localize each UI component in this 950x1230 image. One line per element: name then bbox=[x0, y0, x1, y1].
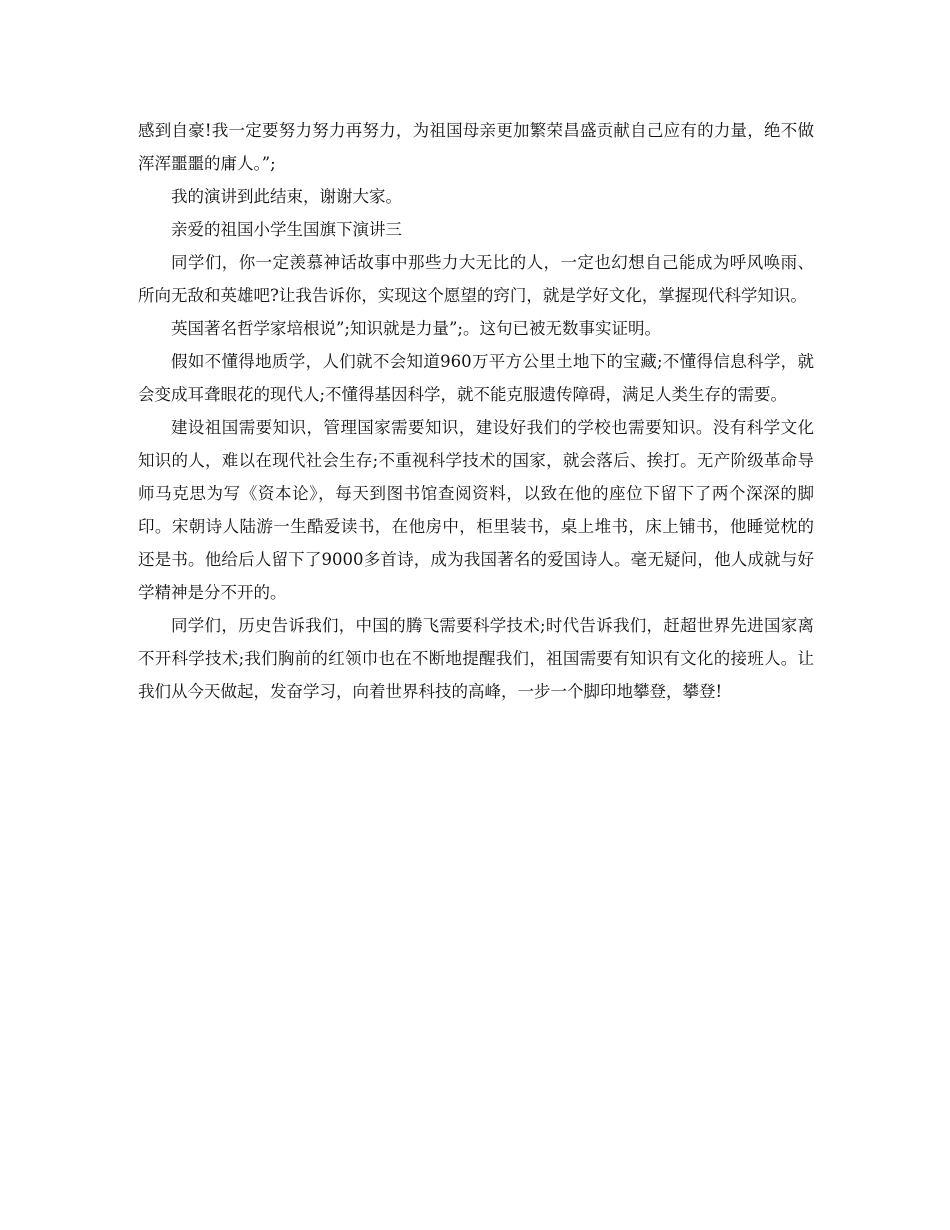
document-body bbox=[138, 114, 814, 708]
paragraph-closing: 我的演讲到此结束，谢谢大家。 bbox=[171, 187, 402, 206]
paragraph: 同学们，历史告诉我们，中国的腾飞需要科学技术;时代告诉我们，赶超世界先进国家离不开科学技术;我们胸前的红领巾也在不断地提醒我们，祖国需要有知识有文化的接班人。让我们从今天做起，发奋学习，向着世界科技的高峰，一步一个脚印地攀登，攀登! bbox=[138, 616, 814, 701]
paragraph: 英国著名哲学家培根说”;知识就是力量”;。这句已被无数事实证明。 bbox=[171, 319, 661, 338]
paragraph: 假如不懂得地质学，人们就不会知道960万平方公里土地下的宝藏;不懂得信息科学，就会变成耳聋眼花的现代人;不懂得基因科学，就不能克服遗传障碍，满足人类生存的需要。 bbox=[138, 352, 814, 404]
paragraph-continued: 感到自豪!我一定要努力努力再努力，为祖国母亲更加繁荣昌盛贡献自己应有的力量，绝不做浑浑噩噩的庸人。”; bbox=[138, 121, 814, 173]
paragraph: 建设祖国需要知识，管理国家需要知识，建设好我们的学校也需要知识。没有科学文化知识的人，难以在现代社会生存;不重视科学技术的国家，就会落后、挨打。无产阶级革命导师马克思为写《资本论》，每天到图书馆查阅资料，以致在他的座位下留下了两个深深的脚印。宋朝诗人陆游一生酷爱读书，在他房中，柜里装书，桌上堆书，床上铺书，他睡觉枕的还是书。他给后人留下了9000多首诗，成为我国著名的爱国诗人。毫无疑问，他人成就与好学精神是分不开的。 bbox=[138, 418, 814, 602]
paragraph: 同学们，你一定羡慕神话故事中那些力大无比的人，一定也幻想自己能成为呼风唤雨、所向无敌和英雄吧?让我告诉你，实现这个愿望的窍门，就是学好文化，掌握现代科学知识。 bbox=[138, 253, 814, 305]
section-title: 亲爱的祖国小学生国旗下演讲三 bbox=[171, 220, 402, 239]
